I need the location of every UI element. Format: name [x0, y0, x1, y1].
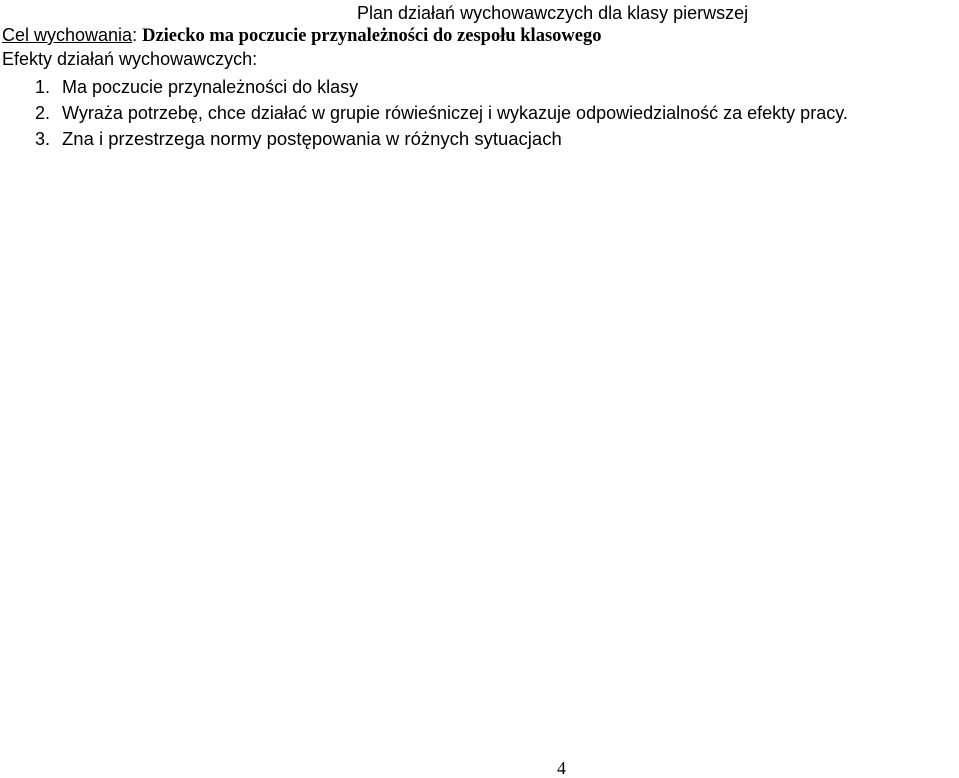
goal-separator: :: [132, 25, 138, 45]
list-item: [0, 100, 848, 126]
list-item-text: Ma poczucie przynależności do klasy: [62, 77, 359, 97]
page-number: 4: [557, 758, 566, 778]
list-item-number: 2.: [35, 103, 51, 123]
goal-text: Dziecko ma poczucie przynależności do zespołu klasowego: [142, 26, 602, 46]
effects-heading: Efekty działań wychowawczych:: [2, 49, 258, 69]
list-item: [0, 74, 848, 100]
goal-label: Cel wychowania: [2, 25, 133, 45]
list-item-text: Wyraża potrzebę, chce działać w grupie rówieśniczej i wykazuje odpowiedzialność za efekty pracy.: [62, 103, 848, 123]
goal-line: [2, 24, 601, 47]
list-item: [0, 126, 848, 152]
page-title: Plan działań wychowawczych dla klasy pierwszej: [357, 3, 749, 23]
list-item-number: 1.: [35, 77, 51, 97]
effects-list: [0, 74, 848, 152]
list-item-text: Zna i przestrzega normy postępowania w różnych sytuacjach: [62, 128, 562, 149]
list-item-number: 3.: [35, 129, 51, 149]
